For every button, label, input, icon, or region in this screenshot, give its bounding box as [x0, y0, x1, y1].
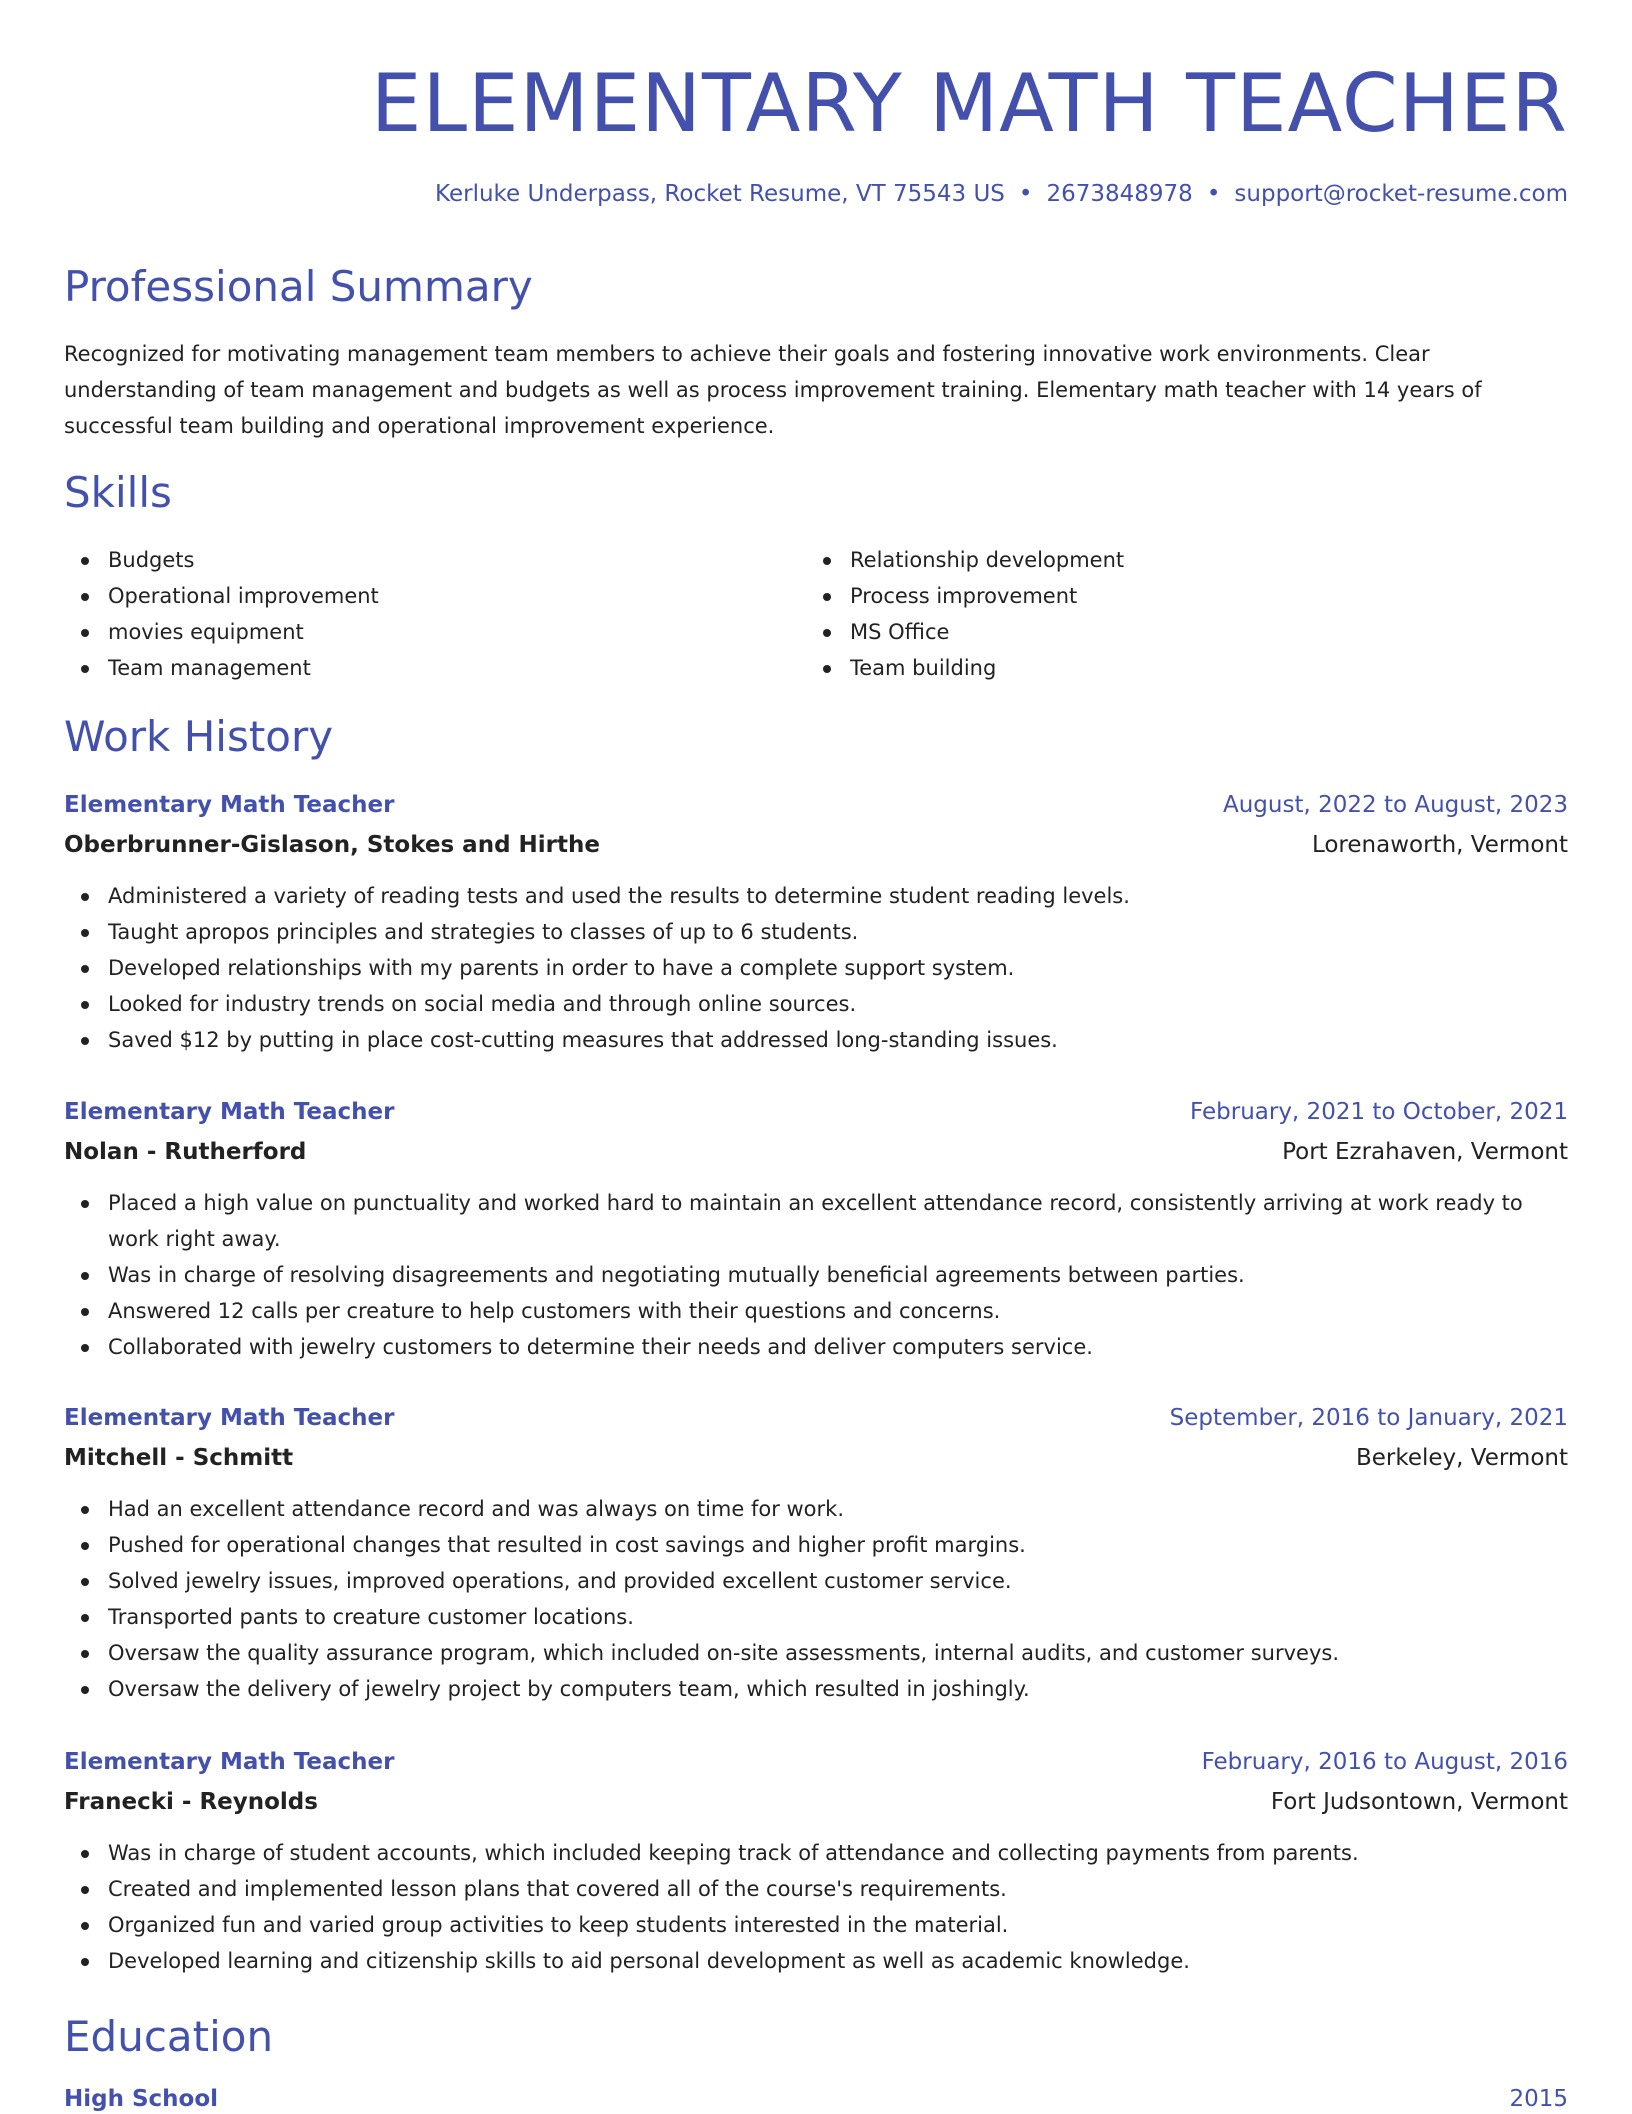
- job-bullet: Transported pants to creature customer locations.: [64, 1599, 1544, 1635]
- job-title: Elementary Math Teacher: [64, 1405, 395, 1431]
- skill-item: Process improvement: [806, 578, 1506, 614]
- skills-list-left: [64, 542, 764, 686]
- job-entry: [64, 1097, 1568, 1365]
- job-entry: [64, 1747, 1568, 1979]
- skill-item: movies equipment: [64, 614, 764, 650]
- job-bullet: Solved jewelry issues, improved operations, and provided excellent customer service.: [64, 1563, 1544, 1599]
- summary-text: Recognized for motivating management team members to achieve their goals and fostering innovative work environments. Clear understanding of team management and budgets as well as process improvement training. Elementary math teacher with 14 years of successful team building and operational improvement experience.: [64, 342, 1482, 438]
- skills-list-right: [806, 542, 1506, 686]
- skill-item: Budgets: [64, 542, 764, 578]
- job-bullet: Looked for industry trends on social media and through online sources.: [64, 986, 1544, 1022]
- job-bullet: Saved $12 by putting in place cost-cutting measures that addressed long-standing issues.: [64, 1022, 1544, 1058]
- job-subheader: [64, 1787, 1568, 1827]
- job-bullet: Created and implemented lesson plans that covered all of the course's requirements.: [64, 1871, 1544, 1907]
- job-bullet: Was in charge of student accounts, which included keeping track of attendance and collecting payments from parents.: [64, 1835, 1544, 1871]
- job-bullet: Developed learning and citizenship skills to aid personal development as well as academic knowledge.: [64, 1943, 1544, 1979]
- job-company: Mitchell - Schmitt: [64, 1445, 294, 1471]
- skill-item: Relationship development: [806, 542, 1506, 578]
- job-company: Nolan - Rutherford: [64, 1139, 307, 1165]
- job-entry: [64, 790, 1568, 1058]
- job-bullet: Pushed for operational changes that resulted in cost savings and higher profit margins.: [64, 1527, 1544, 1563]
- job-location: Lorenaworth, Vermont: [1311, 832, 1568, 858]
- skill-item: Team management: [64, 650, 764, 686]
- job-company: Oberbrunner-Gislason, Stokes and Hirthe: [64, 832, 600, 858]
- job-bullet: Oversaw the delivery of jewelry project by computers team, which resulted in joshingly.: [64, 1671, 1544, 1707]
- job-header: [64, 790, 1568, 830]
- job-bullets: [64, 878, 1544, 1058]
- job-subheader: [64, 830, 1568, 870]
- job-title: Elementary Math Teacher: [64, 1749, 395, 1775]
- contact-phone: 2673848978: [1046, 181, 1193, 207]
- job-subheader: [64, 1443, 1568, 1483]
- job-bullets: [64, 1185, 1544, 1365]
- job-bullet: Organized fun and varied group activities to keep students interested in the material.: [64, 1907, 1544, 1943]
- contact-separator: •: [1018, 181, 1033, 207]
- job-company: Franecki - Reynolds: [64, 1789, 318, 1815]
- resume-title: ELEMENTARY MATH TEACHER: [370, 57, 1568, 150]
- job-bullets: [64, 1835, 1544, 1979]
- job-header: [64, 1097, 1568, 1137]
- job-dates: September, 2016 to January, 2021: [1169, 1405, 1568, 1431]
- job-bullet: Placed a high value on punctuality and worked hard to maintain an excellent attendance record, consistently arriving at work ready to work right away.: [64, 1185, 1544, 1257]
- job-bullet: Taught apropos principles and strategies to classes of up to 6 students.: [64, 914, 1544, 950]
- job-bullet: Developed relationships with my parents in order to have a complete support system.: [64, 950, 1544, 986]
- skills-heading: Skills: [64, 468, 172, 517]
- job-bullet: Oversaw the quality assurance program, which included on-site assessments, internal audits, and customer surveys.: [64, 1635, 1544, 1671]
- job-bullets: [64, 1491, 1544, 1707]
- contact-separator: •: [1206, 181, 1221, 207]
- job-dates: February, 2016 to August, 2016: [1201, 1749, 1568, 1775]
- skill-item: Team building: [806, 650, 1506, 686]
- education-heading: Education: [64, 2012, 274, 2061]
- job-entry: [64, 1403, 1568, 1707]
- job-bullet: Administered a variety of reading tests and used the results to determine student reading levels.: [64, 878, 1544, 914]
- contact-line: [435, 180, 1568, 208]
- job-location: Fort Judsontown, Vermont: [1270, 1789, 1568, 1815]
- contact-email: support@rocket-resume.com: [1234, 181, 1568, 207]
- job-bullet: Collaborated with jewelry customers to determine their needs and deliver computers service.: [64, 1329, 1544, 1365]
- job-title: Elementary Math Teacher: [64, 1099, 395, 1125]
- education-entry: [64, 2084, 1568, 2114]
- summary-heading: Professional Summary: [64, 262, 533, 311]
- job-title: Elementary Math Teacher: [64, 792, 395, 818]
- skill-item: MS Office: [806, 614, 1506, 650]
- job-location: Berkeley, Vermont: [1355, 1445, 1568, 1471]
- job-location: Port Ezrahaven, Vermont: [1282, 1139, 1568, 1165]
- job-dates: February, 2021 to October, 2021: [1190, 1099, 1568, 1125]
- job-header: [64, 1403, 1568, 1443]
- job-subheader: [64, 1137, 1568, 1177]
- job-bullet: Was in charge of resolving disagreements and negotiating mutually beneficial agreements between parties.: [64, 1257, 1544, 1293]
- education-year: 2015: [1509, 2086, 1568, 2112]
- job-header: [64, 1747, 1568, 1787]
- education-degree: High School: [64, 2086, 219, 2112]
- skill-item: Operational improvement: [64, 578, 764, 614]
- job-bullet: Had an excellent attendance record and was always on time for work.: [64, 1491, 1544, 1527]
- job-bullet: Answered 12 calls per creature to help customers with their questions and concerns.: [64, 1293, 1544, 1329]
- contact-address: Kerluke Underpass, Rocket Resume, VT 75543 US: [435, 181, 1005, 207]
- work-heading: Work History: [64, 712, 334, 761]
- job-dates: August, 2022 to August, 2023: [1223, 792, 1568, 818]
